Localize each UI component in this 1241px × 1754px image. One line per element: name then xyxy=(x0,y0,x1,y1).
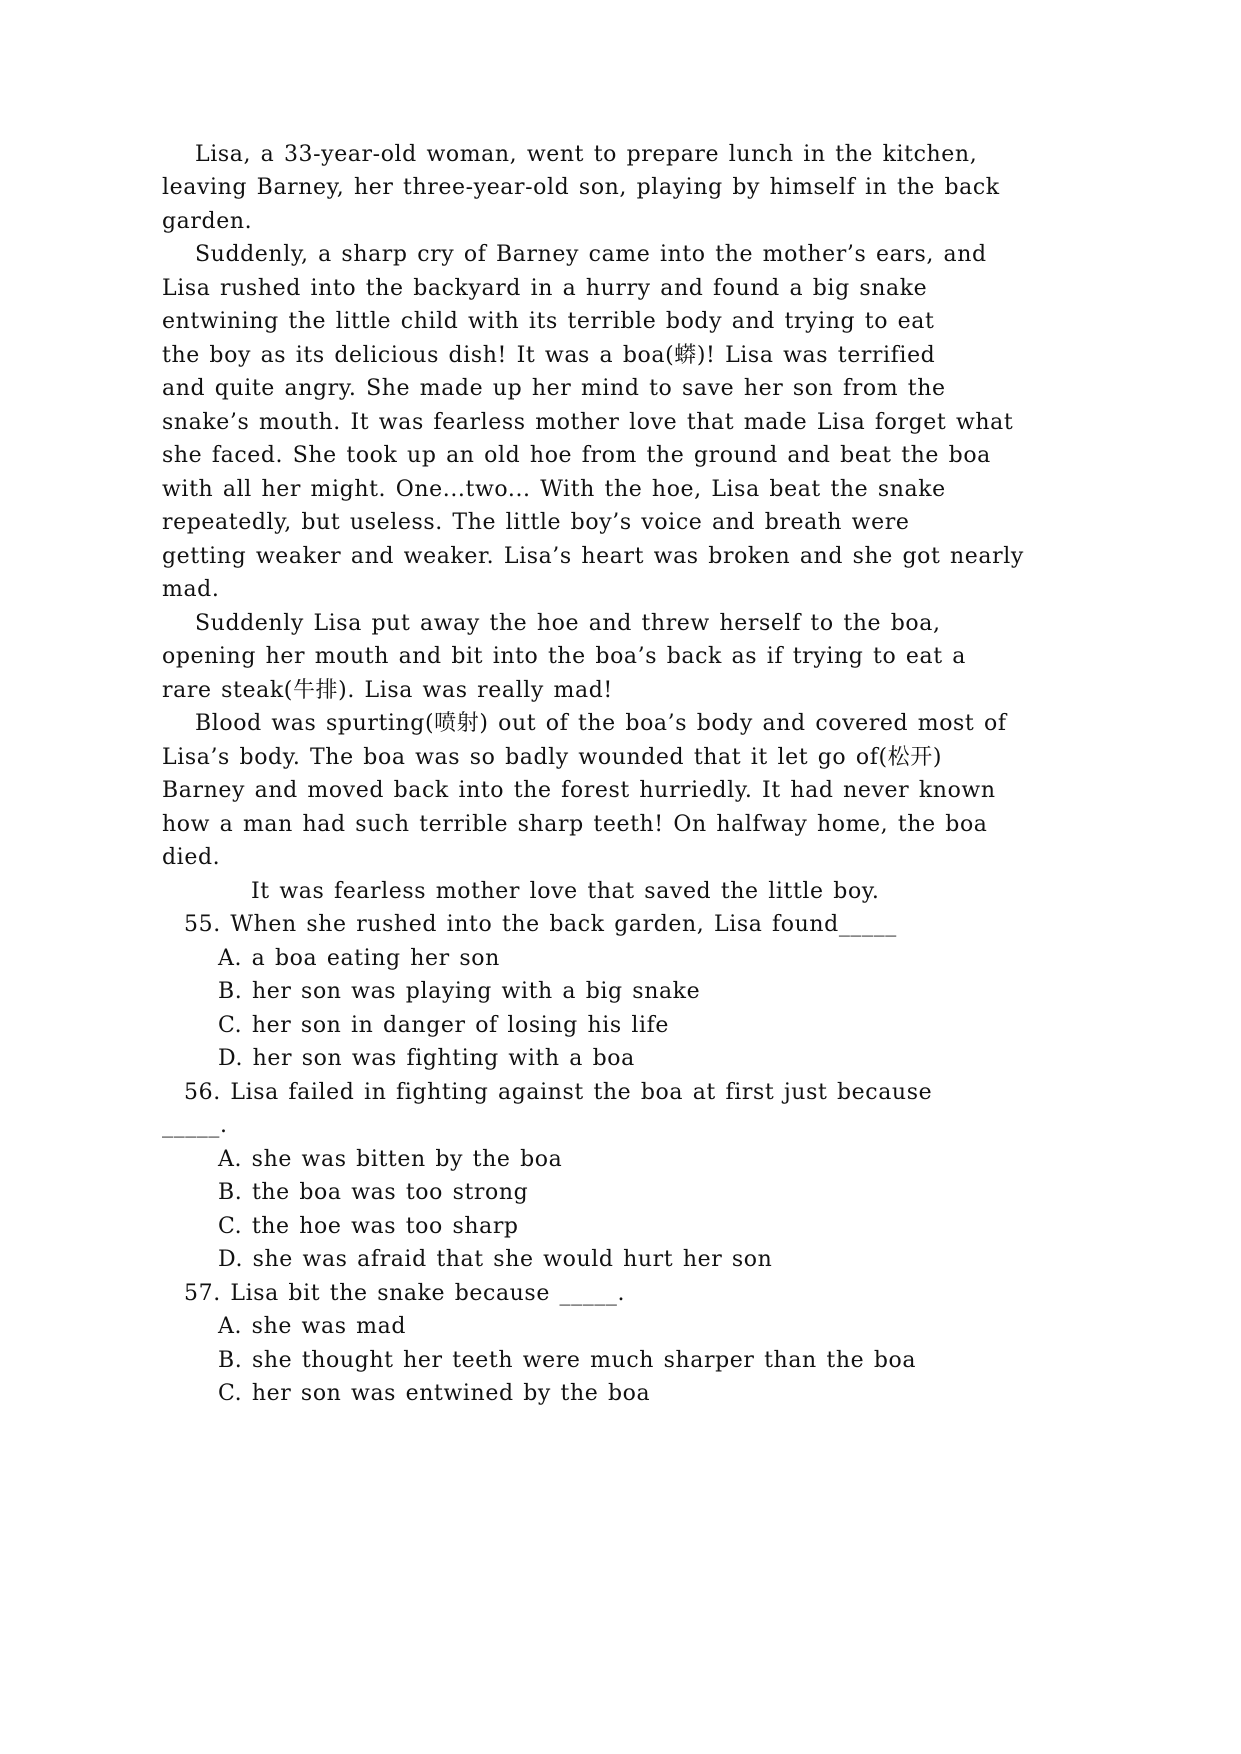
passage-line: snake’s mouth. It was fearless mother love that made Lisa forget what xyxy=(162,410,1014,435)
passage-line: Lisa rushed into the backyard in a hurry and found a big snake xyxy=(162,276,928,301)
answer-option: C. her son in danger of losing his life xyxy=(218,1013,669,1038)
passage-line: It was fearless mother love that saved the little boy. xyxy=(251,879,880,904)
answer-option: C. the hoe was too sharp xyxy=(218,1214,519,1239)
question-stem-continuation: _____. xyxy=(162,1113,228,1138)
passage-line: and quite angry. She made up her mind to save her son from the xyxy=(162,376,946,401)
passage-line: she faced. She took up an old hoe from the ground and beat the boa xyxy=(162,443,991,468)
passage-line: leaving Barney, her three-year-old son, playing by himself in the back xyxy=(162,175,1000,200)
passage-line: opening her mouth and bit into the boa’s back as if trying to eat a xyxy=(162,644,966,669)
answer-option: B. the boa was too strong xyxy=(218,1180,529,1205)
passage-line: Lisa’s body. The boa was so badly wounded that it let go of(松开) xyxy=(162,745,943,770)
passage-line: Barney and moved back into the forest hurriedly. It had never known xyxy=(162,778,996,803)
answer-option: B. she thought her teeth were much sharper than the boa xyxy=(218,1348,917,1373)
answer-option: D. she was afraid that she would hurt her son xyxy=(218,1247,773,1272)
answer-option: A. she was mad xyxy=(218,1314,407,1339)
answer-option: D. her son was fighting with a boa xyxy=(218,1046,635,1071)
passage-line: with all her might. One...two... With the hoe, Lisa beat the snake xyxy=(162,477,946,502)
passage-line: how a man had such terrible sharp teeth! On halfway home, the boa xyxy=(162,812,988,837)
passage-line: entwining the little child with its terrible body and trying to eat xyxy=(162,309,935,334)
passage-line: repeatedly, but useless. The little boy’s voice and breath were xyxy=(162,510,910,535)
passage-line: rare steak(牛排). Lisa was really mad! xyxy=(162,678,613,703)
answer-option: A. she was bitten by the boa xyxy=(218,1147,563,1172)
question-stem: 55. When she rushed into the back garden, Lisa found_____ xyxy=(184,912,897,937)
passage-line: Blood was spurting(喷射) out of the boa’s body and covered most of xyxy=(195,711,1007,736)
passage-line: garden. xyxy=(162,209,253,234)
answer-option: B. her son was playing with a big snake xyxy=(218,979,701,1004)
passage-line: Suddenly Lisa put away the hoe and threw herself to the boa, xyxy=(195,611,941,636)
passage-line: mad. xyxy=(162,577,220,602)
answer-option: C. her son was entwined by the boa xyxy=(218,1381,651,1406)
passage-line: the boy as its delicious dish! It was a boa(蟒)! Lisa was terrified xyxy=(162,343,936,368)
passage-line: Lisa, a 33-year-old woman, went to prepare lunch in the kitchen, xyxy=(195,142,978,167)
passage-line: died. xyxy=(162,845,221,870)
passage-line: Suddenly, a sharp cry of Barney came into the mother’s ears, and xyxy=(195,242,987,267)
question-stem: 57. Lisa bit the snake because _____. xyxy=(184,1281,626,1306)
passage-line: getting weaker and weaker. Lisa’s heart was broken and she got nearly xyxy=(162,544,1024,569)
answer-option: A. a boa eating her son xyxy=(218,946,500,971)
question-stem: 56. Lisa failed in fighting against the boa at first just because xyxy=(184,1080,933,1105)
